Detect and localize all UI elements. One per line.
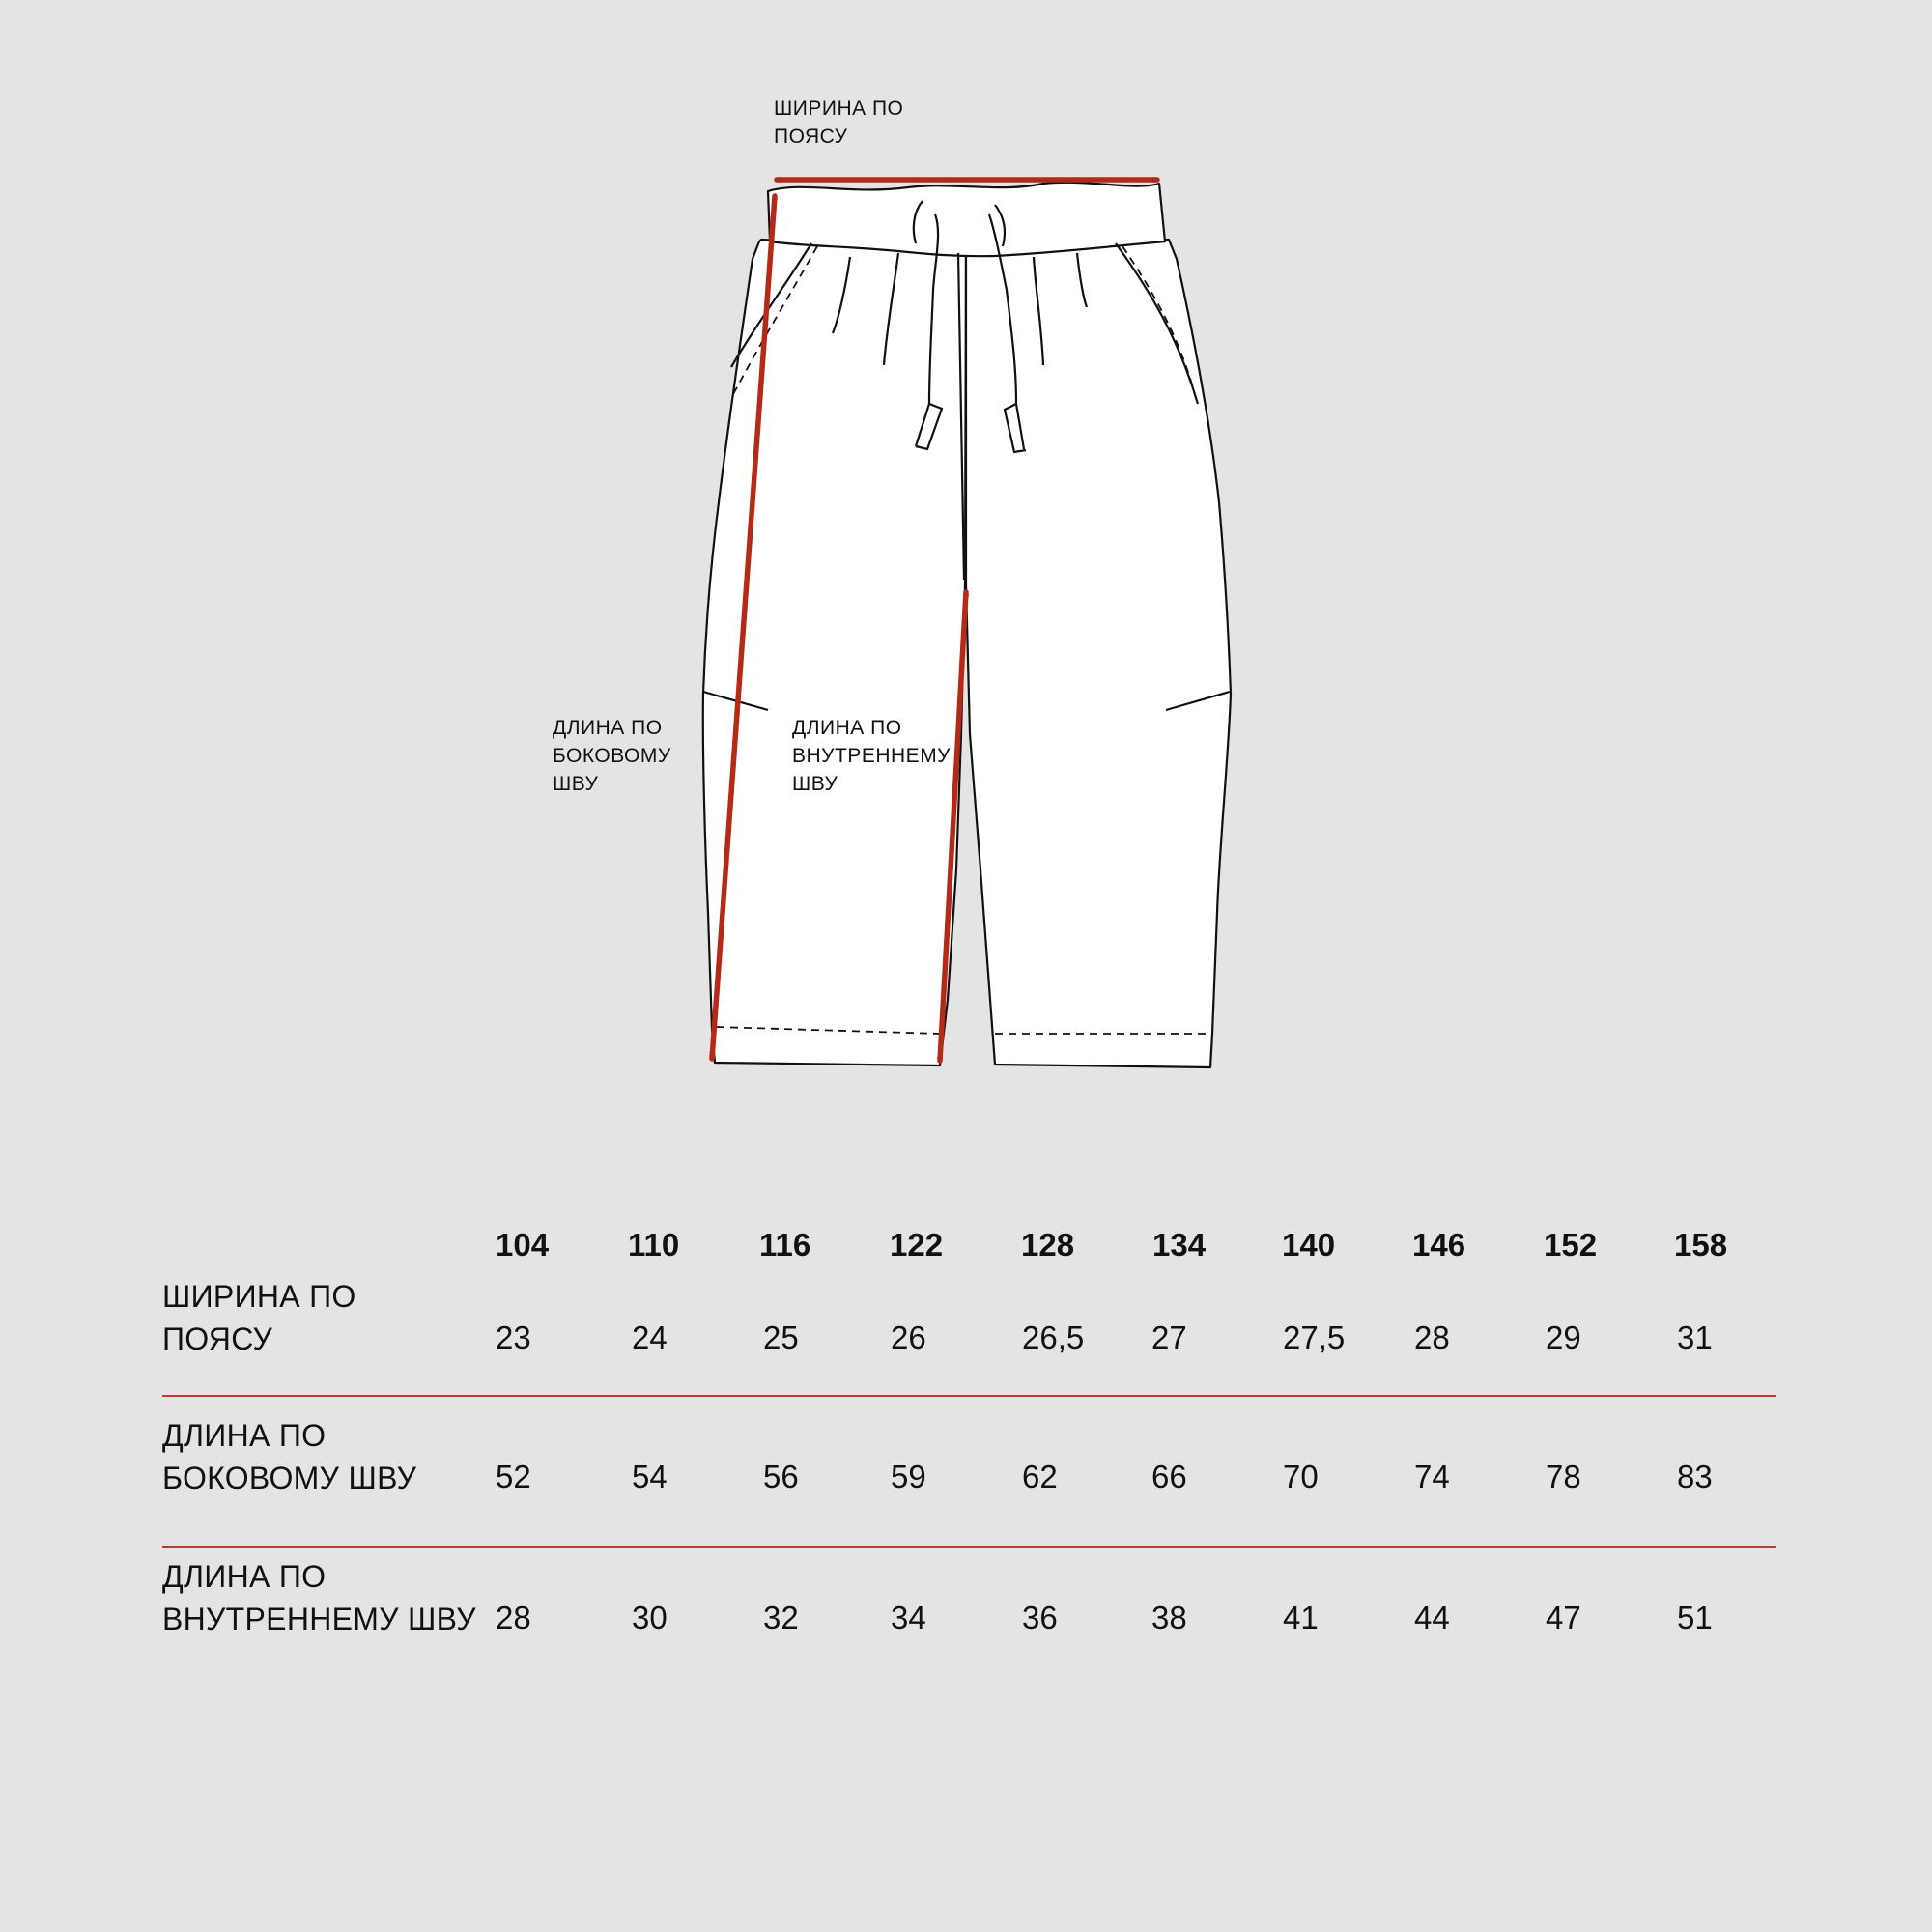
table-cell: 62 <box>1022 1459 1058 1494</box>
size-header: 158 <box>1674 1227 1728 1263</box>
table-cell: 66 <box>1151 1459 1187 1494</box>
table-cell: 83 <box>1677 1459 1713 1494</box>
table-cell: 32 <box>763 1600 799 1635</box>
table-cell: 41 <box>1283 1600 1319 1635</box>
table-cell: 23 <box>496 1320 531 1355</box>
size-header: 128 <box>1021 1227 1075 1263</box>
row-label-inner-seam: ДЛИНА ПО ВНУТРЕННЕМУ ШВУ <box>162 1559 476 1636</box>
table-cell: 47 <box>1546 1600 1581 1635</box>
row-label-waist-width: ШИРИНА ПО ПОЯСУ <box>162 1279 356 1356</box>
table-cell: 51 <box>1677 1600 1713 1635</box>
size-header: 134 <box>1152 1227 1207 1263</box>
size-header: 116 <box>759 1227 811 1263</box>
table-cell: 28 <box>1414 1320 1450 1355</box>
table-cell: 54 <box>632 1459 668 1494</box>
table-cell: 59 <box>891 1459 926 1494</box>
table-cell: 74 <box>1414 1459 1450 1494</box>
row-label-side-seam: ДЛИНА ПО БОКОВОМУ ШВУ <box>162 1418 417 1495</box>
table-cell: 78 <box>1546 1459 1581 1494</box>
size-header: 140 <box>1282 1227 1336 1263</box>
table-cell: 25 <box>763 1320 799 1355</box>
table-cell: 29 <box>1546 1320 1581 1355</box>
table-cell: 52 <box>496 1459 531 1494</box>
size-table <box>0 1198 1932 1700</box>
table-cell: 30 <box>632 1600 668 1635</box>
table-cell: 27,5 <box>1283 1320 1346 1355</box>
table-cell: 26,5 <box>1022 1320 1085 1355</box>
table-cell: 38 <box>1151 1600 1187 1635</box>
table-cell: 31 <box>1677 1320 1713 1355</box>
waist-width-label: ШИРИНА ПО ПОЯСУ <box>774 98 904 148</box>
size-header: 146 <box>1412 1227 1466 1263</box>
size-header: 104 <box>496 1227 550 1263</box>
table-cell: 70 <box>1283 1459 1319 1494</box>
size-header: 152 <box>1544 1227 1598 1263</box>
table-cell: 56 <box>763 1459 799 1494</box>
row-divider <box>162 1546 1776 1548</box>
table-cell: 28 <box>496 1600 531 1635</box>
pants-outline <box>703 183 1231 1067</box>
size-header: 110 <box>628 1227 680 1263</box>
inner-seam-label: ДЛИНА ПО ВНУТРЕННЕМУ ШВУ <box>792 717 952 795</box>
table-cell: 44 <box>1414 1600 1450 1635</box>
table-cell: 27 <box>1151 1320 1187 1355</box>
table-cell: 24 <box>632 1320 668 1355</box>
table-cell: 34 <box>891 1600 926 1635</box>
table-cell: 36 <box>1022 1600 1058 1635</box>
table-cell: 26 <box>891 1320 926 1355</box>
size-header: 122 <box>890 1227 944 1263</box>
row-divider <box>162 1395 1776 1397</box>
side-seam-label: ДЛИНА ПО БОКОВОМУ ШВУ <box>553 717 671 795</box>
